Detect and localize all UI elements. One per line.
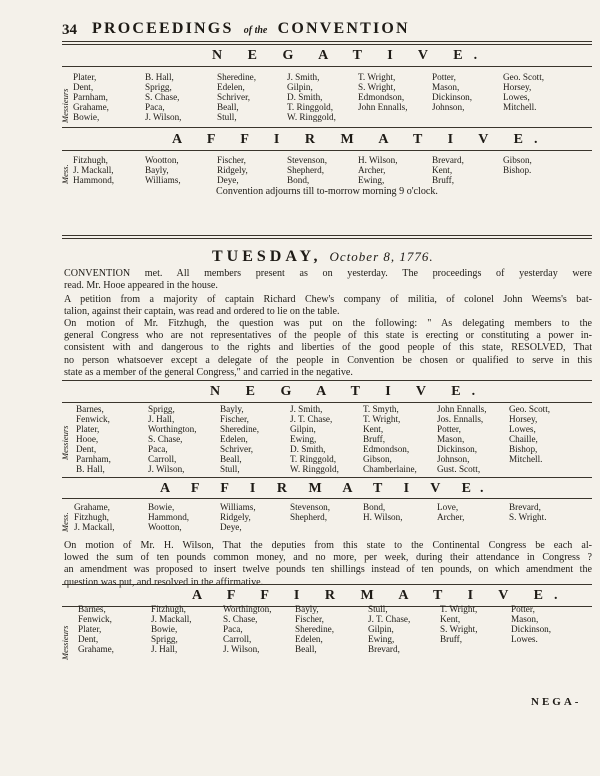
name: Horsey, xyxy=(503,82,532,92)
name: Dickinson, xyxy=(437,444,478,454)
name: Shepherd, xyxy=(290,512,327,522)
text-line: no person whatsoever except a delegate of the people in Convention be chosen or qualified to serve in this xyxy=(64,354,592,366)
name: Hooe, xyxy=(76,434,99,444)
name: Dent, xyxy=(76,444,97,454)
name: Carroll, xyxy=(223,634,252,644)
name-column xyxy=(503,155,532,175)
name: Stevenson, xyxy=(290,502,331,512)
name: Edmondson, xyxy=(363,444,410,454)
name: Sprigg, xyxy=(151,634,178,644)
name: Brevard, xyxy=(368,644,400,654)
text-line: talion, against their captain, was read and ordered to lie on the table. xyxy=(64,306,340,318)
text-line: CONVENTION met. All members present as on yesterday. The proceedings of yesterday were xyxy=(64,268,592,279)
name: Ridgely, xyxy=(217,165,248,175)
name: Bond, xyxy=(363,502,386,512)
name: Grahame, xyxy=(73,102,109,112)
name: Bowie, xyxy=(151,624,178,634)
name: Ridgely, xyxy=(220,512,251,522)
name: Fenwick, xyxy=(76,414,110,424)
name: T. Smyth, xyxy=(363,404,399,414)
name: D. Smith, xyxy=(290,444,326,454)
name: Johnson, xyxy=(437,454,470,464)
name-column xyxy=(76,404,111,474)
name: Hammond, xyxy=(148,512,190,522)
text-line: lowed the sum of ten pounds common money, and no more, per week, during their attendance in Congress ? xyxy=(64,552,592,564)
name-column xyxy=(287,155,327,185)
name-column xyxy=(148,404,197,474)
name: Mason, xyxy=(437,434,465,444)
name-column xyxy=(509,502,547,522)
name: Edelen, xyxy=(217,82,245,92)
name: S. Chase, xyxy=(223,614,258,624)
name: Bruff, xyxy=(440,634,463,644)
name-column xyxy=(358,72,408,112)
name: Carroll, xyxy=(148,454,177,464)
name: Bowie, xyxy=(73,112,100,122)
text-line: consistent with and dangerous to the rights and liberties of the good people of this state, RESOLVED, That xyxy=(64,342,592,354)
name: Potter, xyxy=(511,604,535,614)
name: Fischer, xyxy=(217,155,246,165)
name: John Ennalls, xyxy=(358,102,408,112)
name: Worthington, xyxy=(148,424,197,434)
name: Dent, xyxy=(78,634,99,644)
name-column xyxy=(73,155,114,185)
name: Geo. Scott, xyxy=(503,72,545,82)
name: J. Wilson, xyxy=(148,464,185,474)
rule xyxy=(62,477,592,478)
name-column xyxy=(290,404,339,474)
name: Fitzhugh, xyxy=(74,512,109,522)
name: Sheredine, xyxy=(220,424,260,434)
name: Williams, xyxy=(220,502,256,512)
name: Archer, xyxy=(437,512,465,522)
name: Deye, xyxy=(220,522,242,532)
name: Ewing, xyxy=(358,175,385,185)
name: W. Ringgold, xyxy=(287,112,336,122)
name: Beall, xyxy=(217,102,239,112)
day-heading xyxy=(212,248,434,266)
name: Lowes, xyxy=(503,92,530,102)
vote3-affirmative-heading: A F F I R M A T I V E. xyxy=(192,588,569,603)
name: Fitzhugh, xyxy=(73,155,108,165)
name: Gilpin, xyxy=(368,624,394,634)
vote1-affirmative-side-label: Mess. xyxy=(60,164,70,184)
vote2-affirmative-side-label: Mess. xyxy=(60,512,70,532)
name: W. Ringgold, xyxy=(290,464,339,474)
catchword: NEGA- xyxy=(531,696,582,708)
name: Parnham, xyxy=(76,454,111,464)
name: D. Smith, xyxy=(287,92,323,102)
name: Dickinson, xyxy=(432,92,473,102)
name-column xyxy=(223,604,272,654)
page-number: 34 xyxy=(62,22,77,38)
running-head xyxy=(92,20,410,38)
name: Sheredine, xyxy=(217,72,257,82)
name: Beall, xyxy=(220,454,242,464)
name: Wootton, xyxy=(148,522,182,532)
name: H. Wilson, xyxy=(363,512,403,522)
vote2-negative-heading: N E G A T I V E. xyxy=(210,384,487,399)
vote2-negative-side-label: Messieurs xyxy=(60,425,70,460)
name: S. Wright, xyxy=(358,82,396,92)
rule xyxy=(62,150,592,151)
vote1-negative-side-label: Messieurs xyxy=(60,88,70,123)
vote1-negative-heading: N E G A T I V E. xyxy=(212,48,489,63)
name-column xyxy=(145,72,181,122)
name: Grahame, xyxy=(74,502,110,512)
name: Plater, xyxy=(78,624,102,634)
name-column xyxy=(295,604,334,654)
name: Deye, xyxy=(217,175,239,185)
name: S. Chase, xyxy=(145,92,180,102)
text-line: general Congress who are not representatives of the people of this state is erecting or constituting a power in- xyxy=(64,330,592,342)
text-line: On motion of Mr. H. Wilson, That the deputies from this state to the Continental Congress be each al- xyxy=(64,540,592,551)
name: Bayly, xyxy=(295,604,319,614)
name: Stull, xyxy=(220,464,240,474)
vote1-affirmative-heading: A F F I R M A T I V E. xyxy=(172,132,549,147)
name: Plater, xyxy=(76,424,100,434)
name: B. Hall, xyxy=(76,464,105,474)
name: Sprigg, xyxy=(148,404,175,414)
name: Bowie, xyxy=(148,502,175,512)
rule xyxy=(62,235,592,239)
name-column xyxy=(363,502,403,522)
name-column xyxy=(511,604,551,644)
name: Chamberlaine, xyxy=(363,464,417,474)
name-column xyxy=(74,502,115,532)
name: Bayly, xyxy=(220,404,244,414)
name-column xyxy=(145,155,181,185)
name: Kent, xyxy=(440,614,461,624)
name: Potter, xyxy=(437,424,461,434)
name: J. T. Chase, xyxy=(290,414,333,424)
rule xyxy=(62,380,592,381)
name: Mason, xyxy=(511,614,539,624)
text-line: an amendment was proposed to insert twelve pounds ten shillings instead of ten pounds, on which amendment the xyxy=(64,564,592,576)
name: J. Mackall, xyxy=(73,165,114,175)
name: Chaille, xyxy=(509,434,538,444)
name: Fenwick, xyxy=(78,614,112,624)
name: J. Wilson, xyxy=(145,112,182,122)
name: Dent, xyxy=(73,82,94,92)
name: Fitzhugh, xyxy=(151,604,186,614)
name: J. Wilson, xyxy=(223,644,260,654)
paragraph-convention-met xyxy=(64,268,592,292)
name: J. Mackall, xyxy=(151,614,192,624)
name: Stevenson, xyxy=(287,155,328,165)
name: Hammond, xyxy=(73,175,115,185)
name: Bruff, xyxy=(363,434,386,444)
name: Barnes, xyxy=(76,404,104,414)
text-line: A petition from a majority of captain Richard Chew's company of militia, of colonel John Weems's bat- xyxy=(64,294,592,305)
name: Johnson, xyxy=(432,102,465,112)
name-column xyxy=(368,604,410,654)
vote2-affirmative-heading: A F F I R M A T I V E. xyxy=(160,481,493,496)
name: John Ennalls, xyxy=(437,404,487,414)
name: Dickinson, xyxy=(511,624,552,634)
name: Worthington, xyxy=(223,604,272,614)
name: Mason, xyxy=(432,82,460,92)
name: Stull, xyxy=(217,112,237,122)
name-column xyxy=(217,155,248,185)
adjournment-note: Convention adjourns till to-morrow morning 9 o'clock. xyxy=(216,186,438,197)
name: Jos. Ennalls, xyxy=(437,414,484,424)
name: Shepherd, xyxy=(287,165,324,175)
name: Archer, xyxy=(358,165,386,175)
rule xyxy=(62,66,592,67)
name: Bishop, xyxy=(509,444,538,454)
name: Bond, xyxy=(287,175,310,185)
rule xyxy=(62,498,592,499)
name: H. Wilson, xyxy=(358,155,398,165)
name: B. Hall, xyxy=(145,72,174,82)
name: Schriver, xyxy=(220,444,254,454)
name: Paca, xyxy=(223,624,243,634)
name: S. Wright, xyxy=(440,624,478,634)
day-heading-day: TUESDAY, xyxy=(212,248,322,265)
name-column xyxy=(217,72,256,122)
name: Brevard, xyxy=(432,155,464,165)
name: Geo. Scott, xyxy=(509,404,551,414)
name: Kent, xyxy=(432,165,453,175)
name: Lowes. xyxy=(511,634,538,644)
name-column xyxy=(290,502,330,522)
name-column xyxy=(503,72,544,112)
name: Love, xyxy=(437,502,459,512)
name: Gilpin, xyxy=(290,424,316,434)
name: Bruff, xyxy=(432,175,455,185)
name: T. Wright, xyxy=(358,72,396,82)
name: Sprigg, xyxy=(145,82,172,92)
name-column xyxy=(220,502,256,532)
name: Parnham, xyxy=(73,92,108,102)
name-column xyxy=(509,404,550,464)
name-column xyxy=(220,404,259,474)
name: Edelen, xyxy=(295,634,323,644)
name-column xyxy=(151,604,192,654)
name: T. Wright, xyxy=(440,604,478,614)
name: S. Chase, xyxy=(148,434,183,444)
name: Kent, xyxy=(363,424,384,434)
name-column xyxy=(358,155,398,185)
text-line: On motion of Mr. Fitzhugh, the question was put on the following: " As delegating members to the xyxy=(64,318,592,329)
name: J. Smith, xyxy=(290,404,323,414)
name-column xyxy=(432,155,464,185)
rule xyxy=(62,402,592,403)
name: Gibson, xyxy=(363,454,392,464)
name: Edmondson, xyxy=(358,92,405,102)
name: Bayly, xyxy=(145,165,169,175)
text-line: question was put, and resolved in the affirmative. xyxy=(64,576,264,588)
name-column xyxy=(432,72,472,112)
name: Williams, xyxy=(145,175,181,185)
name-column xyxy=(437,404,487,474)
rule xyxy=(62,127,592,128)
name-column xyxy=(287,72,336,122)
name: Stull, xyxy=(368,604,388,614)
name: Plater, xyxy=(73,72,97,82)
day-heading-date: October 8, 1776. xyxy=(329,249,434,264)
running-head-left: PROCEEDINGS xyxy=(92,20,234,37)
name: T. Wright, xyxy=(363,414,401,424)
name: Sheredine, xyxy=(295,624,335,634)
name: Ewing, xyxy=(368,634,395,644)
name: J. Hall, xyxy=(151,644,178,654)
name-column xyxy=(437,502,464,522)
name-column xyxy=(148,502,189,532)
name: Horsey, xyxy=(509,414,538,424)
name: Ewing, xyxy=(290,434,317,444)
name: Potter, xyxy=(432,72,456,82)
name: Mitchell. xyxy=(503,102,537,112)
name-column xyxy=(78,604,114,654)
paragraph-petition xyxy=(64,294,592,318)
name: Fischer, xyxy=(220,414,249,424)
vote3-affirmative-side-label: Messieurs xyxy=(60,625,70,660)
name-column xyxy=(363,404,417,474)
name: Paca, xyxy=(145,102,165,112)
name: Edelen, xyxy=(220,434,248,444)
name: Bishop. xyxy=(503,165,532,175)
rule xyxy=(62,41,592,45)
name: Barnes, xyxy=(78,604,106,614)
name: Paca, xyxy=(148,444,168,454)
paragraph-wilson-motion xyxy=(64,540,592,589)
name: Wootton, xyxy=(145,155,179,165)
name: Beall, xyxy=(295,644,317,654)
name: Gibson, xyxy=(503,155,532,165)
paragraph-fitzhugh-motion xyxy=(64,318,592,379)
name: T. Ringgold, xyxy=(290,454,337,464)
name: J. Hall, xyxy=(148,414,175,424)
name: Schriver, xyxy=(217,92,251,102)
rule xyxy=(62,584,592,585)
name: Mitchell. xyxy=(509,454,543,464)
name: S. Wright. xyxy=(509,512,547,522)
name: T. Ringgold, xyxy=(287,102,334,112)
name: Brevard, xyxy=(509,502,541,512)
name-column xyxy=(73,72,109,122)
running-head-right: CONVENTION xyxy=(277,20,410,37)
name: Gust. Scott, xyxy=(437,464,481,474)
text-line: state as a member of the general Congress," and carried in the negative. xyxy=(64,366,353,378)
running-head-middle: of the xyxy=(243,25,268,36)
text-line: read. Mr. Hooe appeared in the house. xyxy=(64,280,218,292)
name: Grahame, xyxy=(78,644,114,654)
name-column xyxy=(440,604,478,644)
name: Fischer, xyxy=(295,614,324,624)
name: J. T. Chase, xyxy=(368,614,411,624)
name: J. Smith, xyxy=(287,72,320,82)
name: Lowes, xyxy=(509,424,536,434)
name: J. Mackall, xyxy=(74,522,115,532)
name: Gilpin, xyxy=(287,82,313,92)
